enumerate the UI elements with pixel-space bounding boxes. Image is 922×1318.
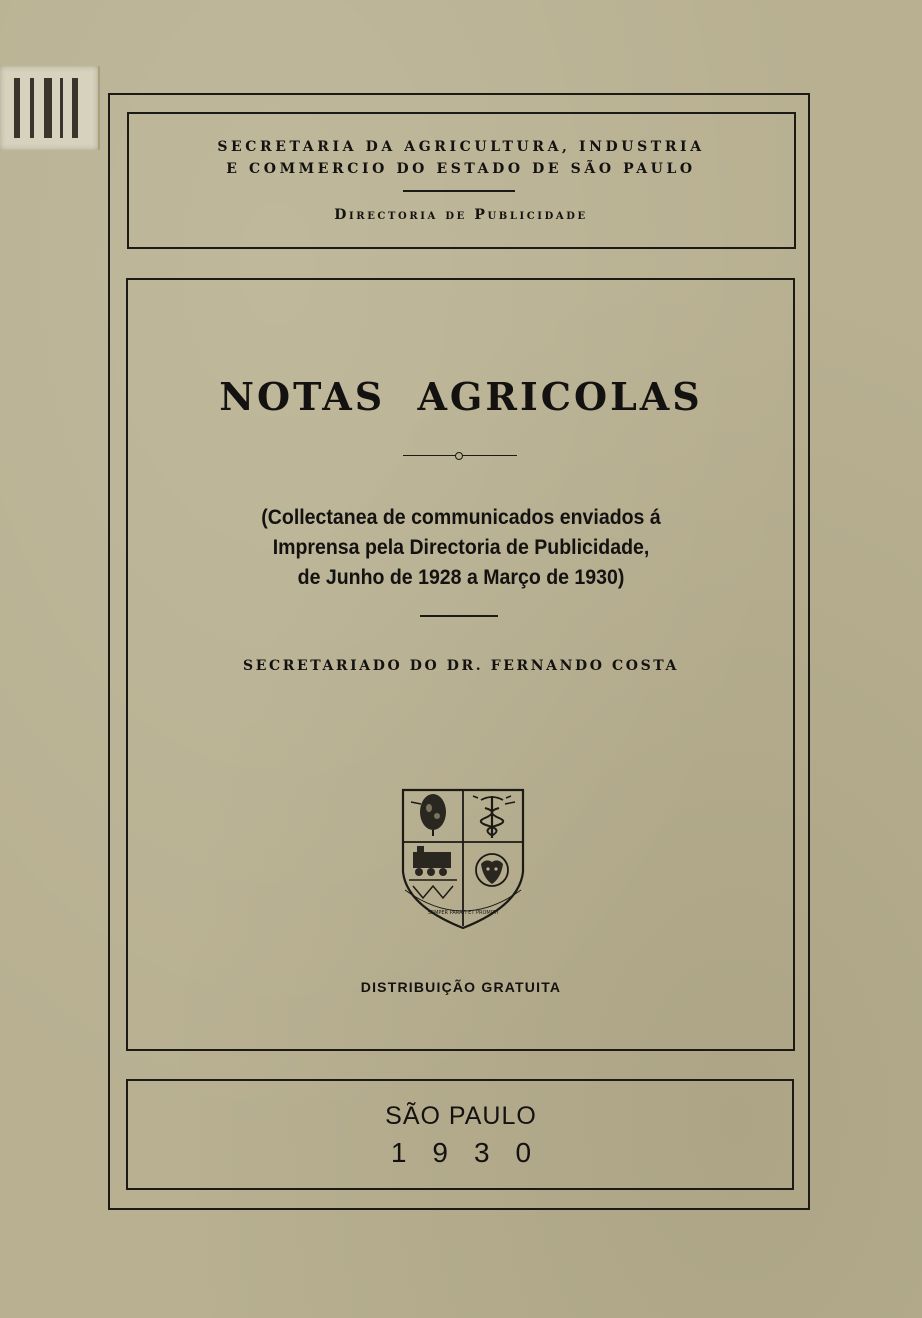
footer-box — [126, 1079, 794, 1190]
subtitle-line-3: de Junho de 1928 a Março de 1930) — [297, 566, 625, 589]
coat-of-arms-icon — [399, 786, 527, 932]
department-name: Directoria de Publicidade — [334, 207, 588, 223]
publication-year: 1930 — [390, 1137, 558, 1168]
header-divider — [403, 190, 515, 192]
tape-mark — [60, 78, 63, 138]
page-title: NOTAS AGRICOLAS — [219, 374, 703, 419]
header-line-1: SECRETARIA DA AGRICULTURA, INDUSTRIA — [217, 139, 705, 155]
subtitle-divider — [420, 615, 498, 617]
distribution-note: DISTRIBUIÇÃO GRATUITA — [360, 979, 562, 995]
tape-mark — [72, 78, 78, 138]
tape-mark — [44, 78, 52, 138]
crest-motto: SEMPER PARATI ET PROMPTI — [427, 910, 499, 916]
subtitle-line-1: (Collectanea de communicados enviados á — [261, 506, 661, 529]
title-ornament-dot — [455, 452, 463, 460]
secretariat-line: SECRETARIADO DO DR. FERNANDO COSTA — [242, 658, 679, 674]
header-box — [127, 112, 796, 249]
tape-mark — [30, 78, 34, 138]
subtitle-line-2: Imprensa pela Directoria de Publicidade, — [272, 536, 650, 559]
header-line-2: E COMMERCIO DO ESTADO DE SÃO PAULO — [226, 161, 696, 177]
library-tape-label — [0, 66, 100, 150]
tape-mark — [14, 78, 20, 138]
publication-city: SÃO PAULO — [385, 1102, 537, 1130]
